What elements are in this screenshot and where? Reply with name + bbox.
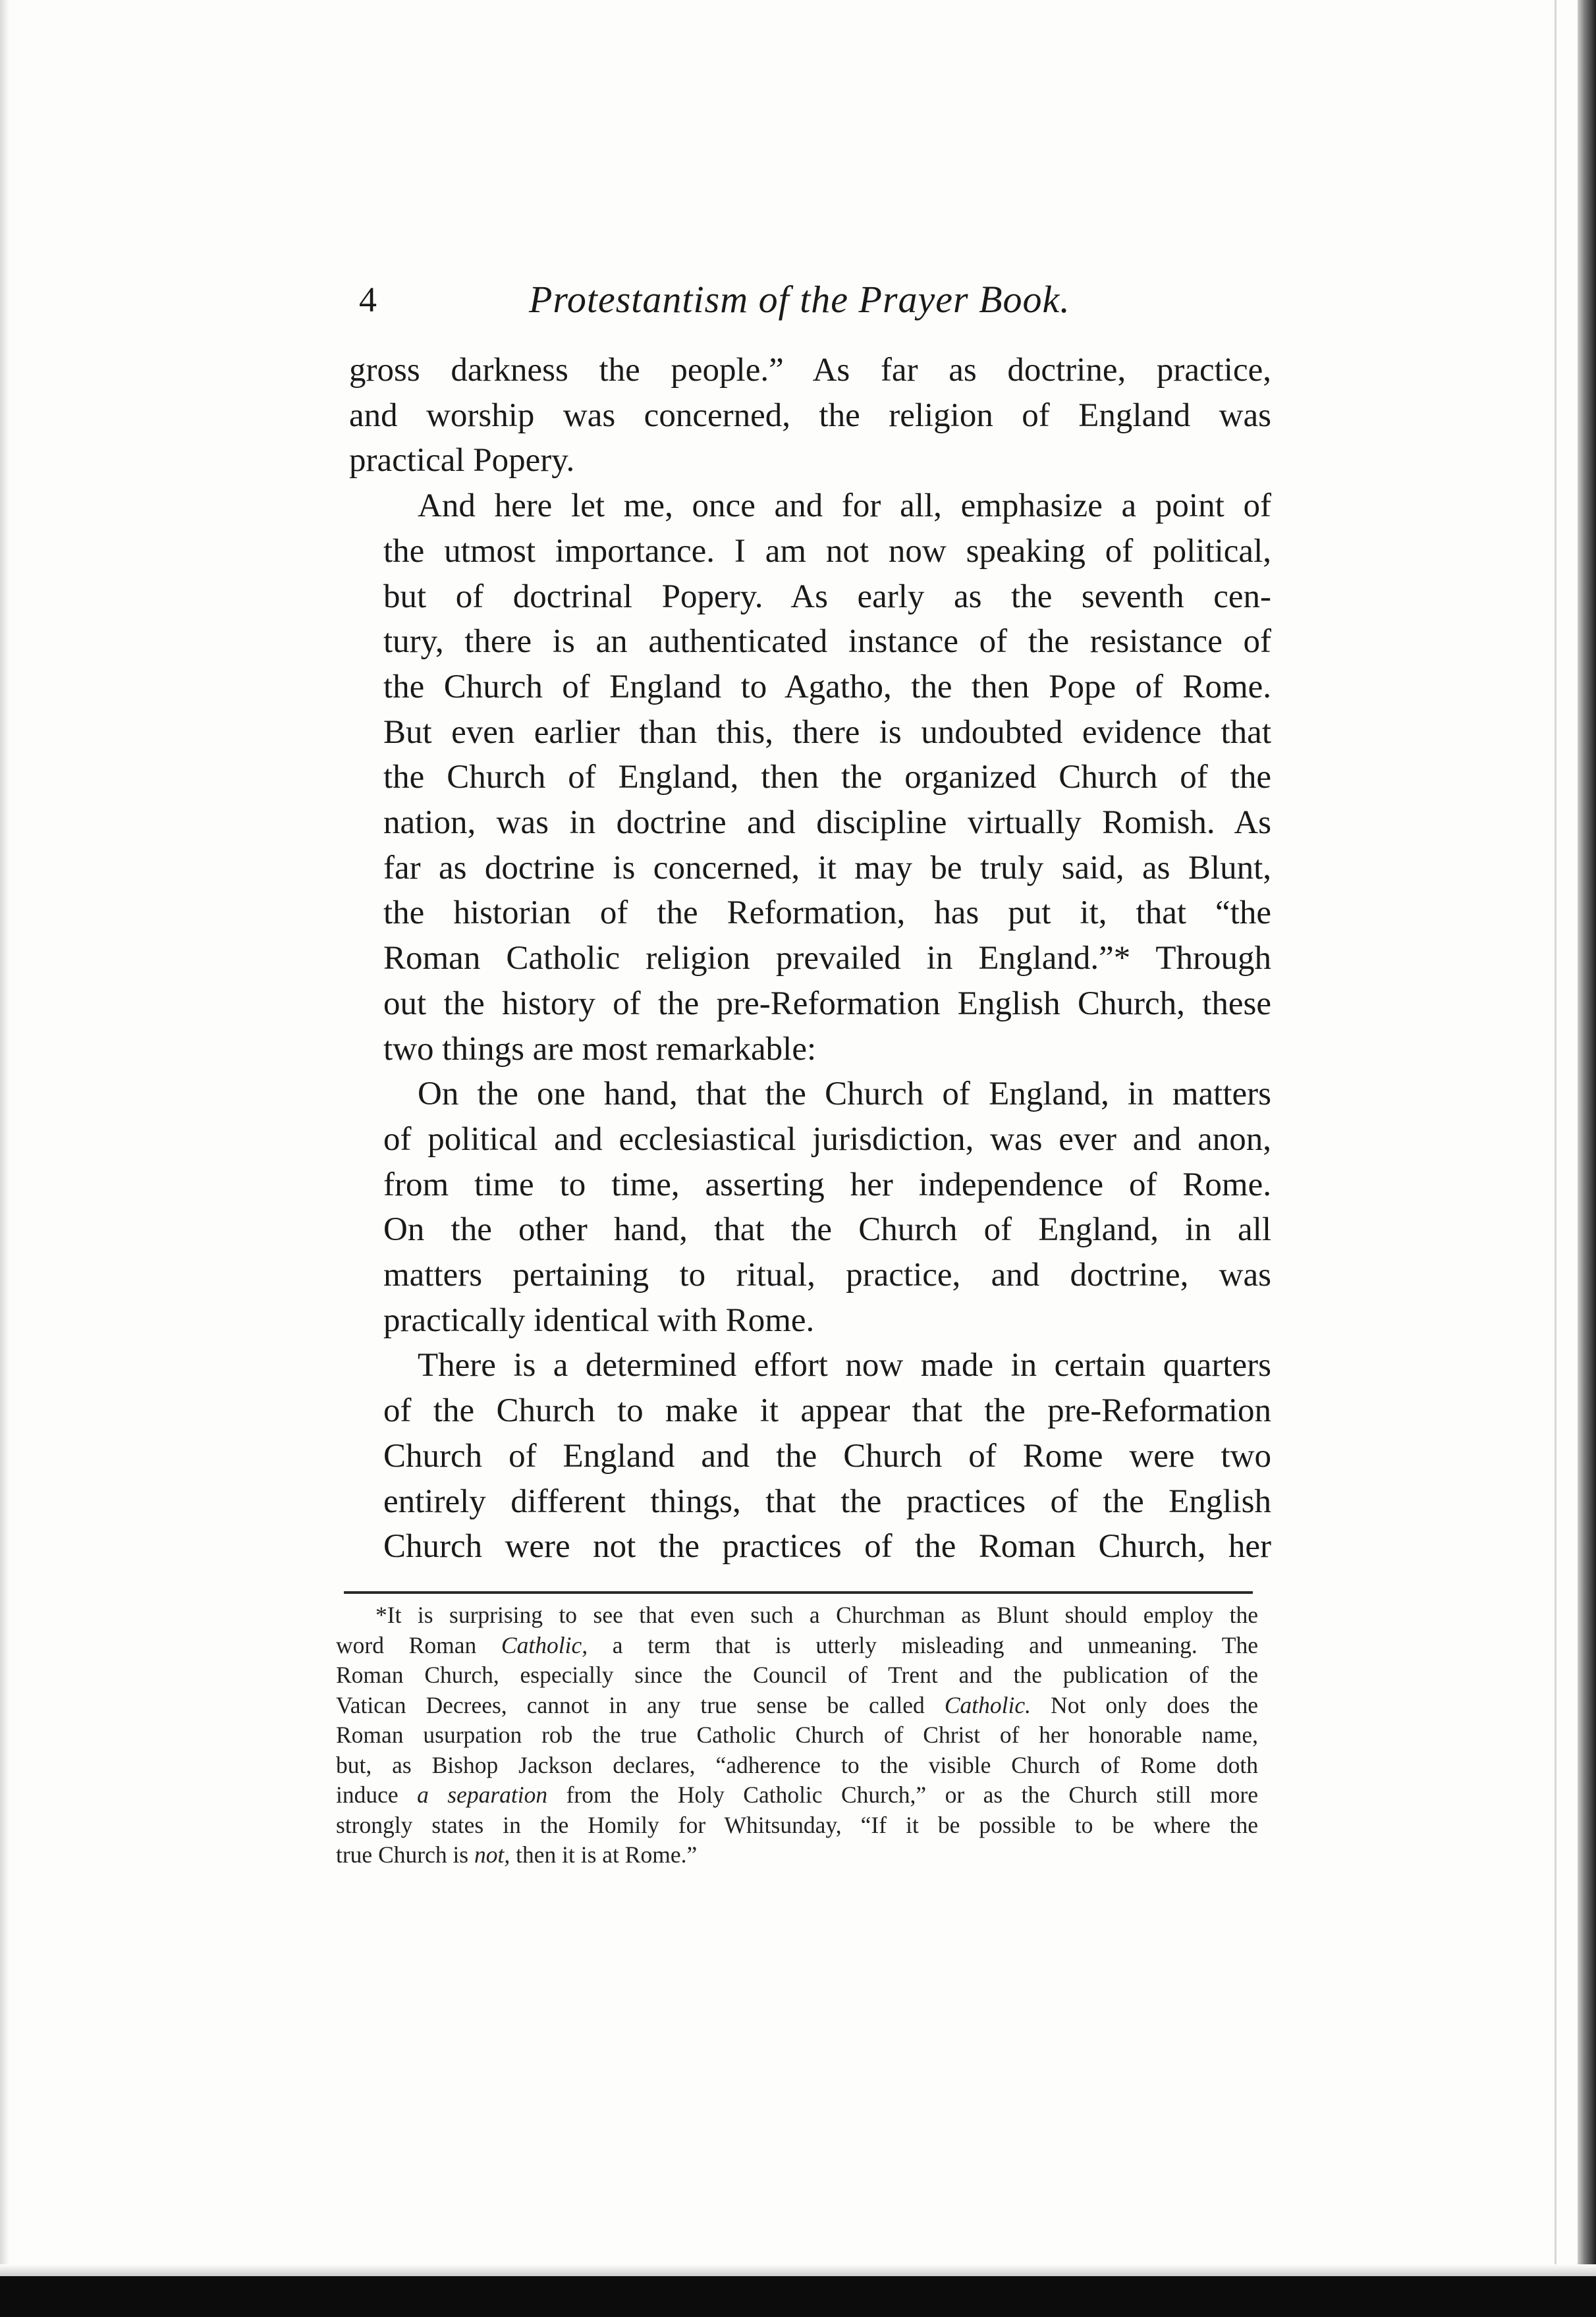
text-line: two things are most remarkable:: [383, 1030, 817, 1068]
text-line: tury, there is an authenticated instance of the resistance of: [383, 623, 1271, 661]
scan-edge-bottom: [0, 2276, 1596, 2317]
text-line: practically identical with Rome.: [383, 1301, 815, 1339]
text-line: of the Church to make it appear that the pre-Reformation: [383, 1392, 1271, 1430]
text-line: nation, was in doctrine and discipline virtually Romish. As: [383, 804, 1271, 842]
text-line: Church were not the practices of the Roman Church, her: [383, 1528, 1271, 1566]
footnote-line: Roman Church, especially since the Council of Trent and the publication of the: [336, 1662, 1258, 1688]
text-line: out the history of the pre-Reformation English Church, these: [383, 985, 1271, 1022]
running-head-title: Protestantism of the Prayer Book.: [529, 278, 1070, 321]
footnote-line: Vatican Decrees, cannot in any true sense be called Catholic. Not only does the: [336, 1691, 1258, 1718]
emphasized-term: a separation: [417, 1782, 548, 1808]
footnote-line: *It is surprising to see that even such a Churchman as Blunt should employ the: [375, 1602, 1258, 1628]
footnote: [336, 1600, 1258, 1870]
scan-edge-line: [1555, 0, 1556, 2317]
running-head: [359, 273, 1123, 326]
emphasized-term: not,: [474, 1841, 510, 1868]
text-line: the Church of England, then the organized Church of the: [383, 759, 1271, 796]
emphasized-term: Catholic,: [501, 1631, 588, 1658]
text-line: And here let me, once and for all, emphasize a point of: [418, 487, 1271, 525]
footnote-line: strongly states in the Homily for Whitsunday, “If it be possible to be where the: [336, 1811, 1258, 1838]
body-text: [349, 348, 1271, 1569]
scan-edge-left: [0, 0, 9, 2317]
text-line: from time to time, asserting her independence of Rome.: [383, 1166, 1271, 1203]
footnote-line: Roman usurpation rob the true Catholic Church of Christ of her honorable name,: [336, 1722, 1258, 1748]
paragraph-4: [349, 1343, 1271, 1569]
text-line: But even earlier than this, there is undoubted evidence that: [383, 713, 1271, 751]
text-line: On the one hand, that the Church of England, in matters: [418, 1076, 1271, 1113]
text-line: but of doctrinal Popery. As early as the seventh cen-: [383, 578, 1271, 615]
text-line: matters pertaining to ritual, practice, and doctrine, was: [383, 1257, 1271, 1294]
footnote-rule: [344, 1591, 1253, 1594]
text-line: of political and ecclesiastical jurisdiction, was ever and anon,: [383, 1120, 1271, 1158]
footnote-line: true Church is not, then it is at Rome.”: [336, 1841, 698, 1868]
page-number: 4: [359, 280, 377, 319]
text-line: the historian of the Reformation, has put it, that “the: [383, 894, 1271, 932]
footnote-line: induce a separation from the Holy Catholic Church,” or as the Church still more: [336, 1782, 1258, 1808]
text-line: Church of England and the Church of Rome were two: [383, 1437, 1271, 1475]
text-line: On the other hand, that the Church of England, in all: [383, 1211, 1271, 1249]
text-line: Roman Catholic religion prevailed in England.”* Through: [383, 940, 1271, 977]
scan-bottom-fade: [0, 2264, 1596, 2276]
text-line: gross darkness the people.” As far as doctrine, practice,: [349, 352, 1271, 389]
emphasized-term: Catholic.: [944, 1691, 1032, 1718]
text-line: and worship was concerned, the religion of England was: [349, 396, 1271, 434]
paragraph-3: [349, 1072, 1271, 1343]
text-line: the Church of England to Agatho, the then Pope of Rome.: [383, 668, 1271, 705]
text-line: practical Popery.: [349, 442, 575, 479]
paragraph-1: [349, 348, 1271, 483]
paragraph-2: [349, 483, 1271, 1072]
text-line: There is a determined effort now made in certain quarters: [418, 1347, 1271, 1384]
text-line: the utmost importance. I am not now speaking of political,: [383, 532, 1271, 570]
footnote-line: but, as Bishop Jackson declares, “adherence to the visible Church of Rome doth: [336, 1751, 1258, 1778]
footnote-line: word Roman Catholic, a term that is utterly misleading and unmeaning. The: [336, 1631, 1258, 1658]
text-line: entirely different things, that the practices of the English: [383, 1483, 1271, 1520]
scan-edge-right: [1578, 0, 1596, 2317]
text-line: far as doctrine is concerned, it may be truly said, as Blunt,: [383, 849, 1271, 886]
